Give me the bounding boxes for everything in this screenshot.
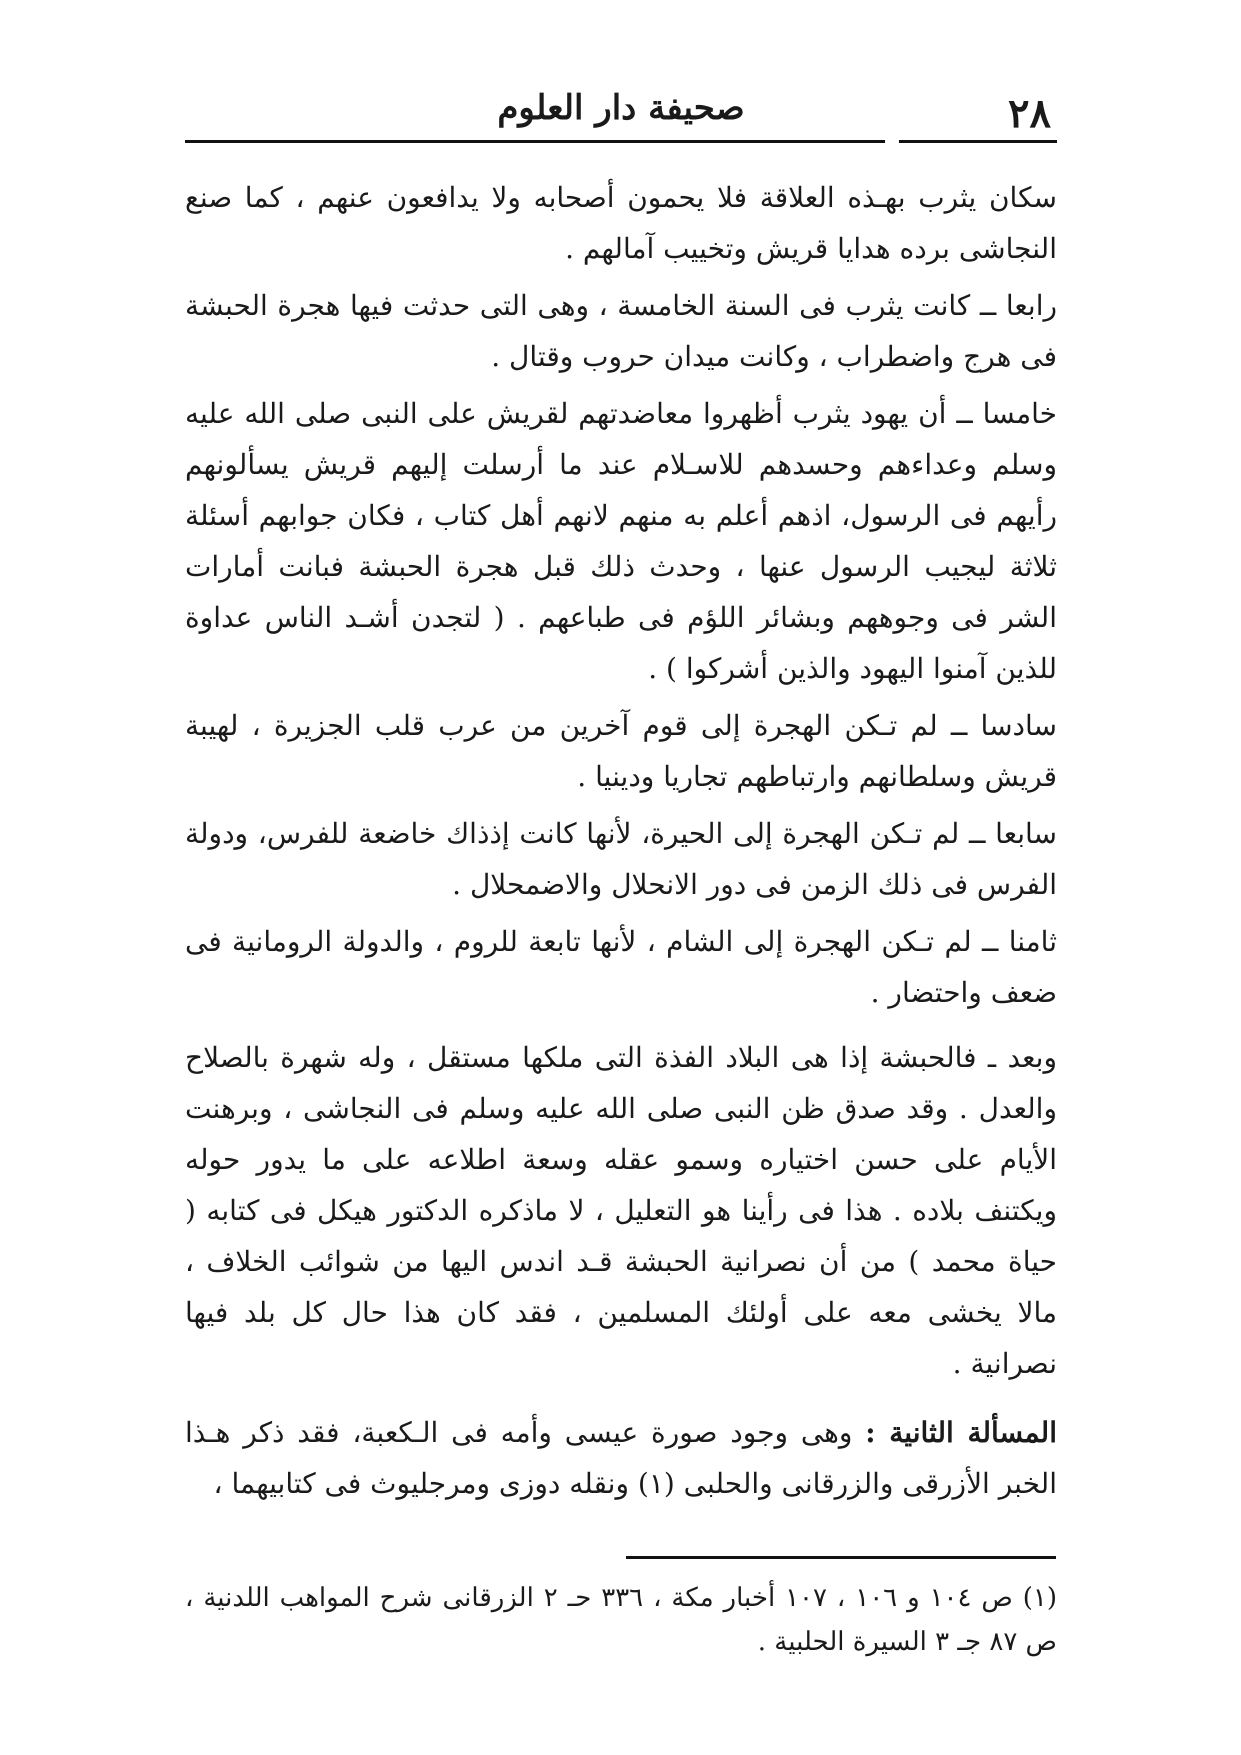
paragraph: رابعا ــ كانت يثرب فى السنة الخامسة ، وهى التى حدثت فيها هجرة الحبشة فى هرج واضطراب ، وكانت ميدان حروب وقتال . [185,289,1057,373]
footnote-rule [626,1556,1056,1559]
header-rule-left [185,140,885,143]
masala-paragraph [185,1407,1057,1509]
paragraph: خامسا ــ أن يهود يثرب أظهروا معاضدتهم لقريش على النبى صلى الله عليه وسلم وعداءهم وحسدهم للاسـلام عند ما أرسلت إليهم قريش يسألونهم رأيهم فى الرسول، اذهم أعلم به منهم لانهم أهل كتاب ، فكان جوابهم أسئلة ثلاثة ليجيب الرسول عنها ، وحدث ذلك قبل هجرة الحبشة فبانت أمارات الشر فى وجوههم وبشائر اللؤم فى طباعهم . ( لتجدن أشـد الناس عداوة للذين آمنوا اليهود والذين أشركوا ) . [185,397,1057,685]
page-number: ٢٨ [1008,90,1051,137]
header-rule-right [899,140,1057,143]
paragraph: ثامنا ــ لم تـكن الهجرة إلى الشام ، لأنها تابعة للروم ، والدولة الرومانية فى ضعف واحتضار . [185,925,1057,1009]
paragraph: سابعا ــ لم تـكن الهجرة إلى الحيرة، لأنها كانت إذذاك خاضعة للفرس، ودولة الفرس فى ذلك الزمن فى دور الانحلال والاضمحلال . [185,817,1057,901]
masala-text: وهى وجود صورة عيسى وأمه فى الـكعبة، فقد ذكر هـذا الخبر الأزرقى والزرقانى والحلبى (١) ونقله دوزى ومرجليوث فى كتابيهما ، [185,1416,1057,1500]
paragraph: وبعد ـ فالحبشة إذا هى البلاد الفذة التى ملكها مستقل ، وله شهرة بالصلاح والعدل . وقد صدق ظن النبى صلى الله عليه وسلم فى النجاشى ، وبرهنت الأيام على حسن اختياره وسمو عقله وسعة اطلاعه على ما يدور حوله ويكتنف بلاده . هذا فى رأينا هو التعليل ، لا ماذكره الدكتور هيكل فى كتابه ( حياة محمد ) من أن نصرانية الحبشة قـد اندس اليها من شوائب الخلاف ، مالا يخشى معه على أولئك المسلمين ، فقد كان هذا حال كل بلد فيها نصرانية . [185,1041,1057,1380]
body-text [185,172,1057,1515]
footnote: (١) ص ١٠٤ و ١٠٦ ، ١٠٧ أخبار مكة ، ٣٣٦ حـ ٢ الزرقانى شرح المواهب اللدنية ، ص ٨٧ جـ ٣ السيرة الحلبية . [185,1583,1058,1657]
page-header [185,82,1057,144]
paragraph: سكان يثرب بهـذه العلاقة فلا يحمون أصحابه ولا يدافعون عنهم ، كما صنع النجاشى برده هدايا قريش وتخييب آمالهم . [185,181,1057,265]
masala-heading: المسألة الثانية : [865,1416,1057,1449]
paragraph: سادسا ــ لم تـكن الهجرة إلى قوم آخرين من عرب قلب الجزيرة ، لهيبة قريش وسلطانهم وارتباطهم تجاريا ودينيا . [185,709,1057,793]
running-title: صحيفة دار العلوم [497,88,745,128]
